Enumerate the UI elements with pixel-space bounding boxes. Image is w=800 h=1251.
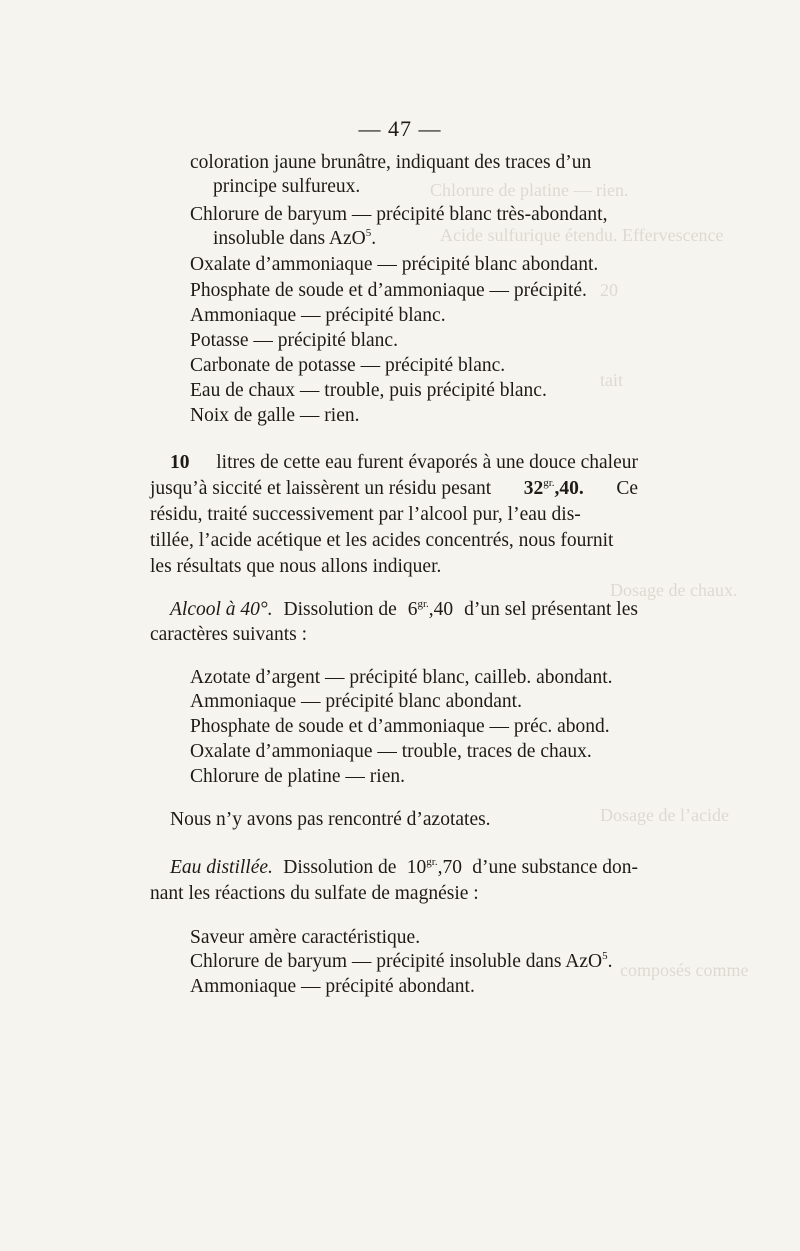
para-azotates: Nous n’y avons pas rencontré d’azotates.: [170, 809, 491, 830]
para-eau-line1: [170, 856, 638, 880]
para-evap-number: 10: [170, 452, 190, 473]
entry-chlorure-baryum-line1: Chlorure de baryum — précipité blanc très-abondant,: [190, 204, 608, 225]
entry-phosphate: Phosphate de soude et d’ammoniaque — précipité.: [190, 280, 587, 301]
entry-text: insoluble dans AzO: [213, 228, 366, 249]
entry-noix-de-galle: Noix de galle — rien.: [190, 405, 360, 426]
entry-chlorure-baryum-line2: [213, 227, 376, 251]
entry-eau-de-chaux: Eau de chaux — trouble, puis précipité blanc.: [190, 380, 547, 401]
section-label-eau: Eau distillée.: [170, 857, 273, 878]
weight-decimal: ,40: [428, 599, 454, 620]
entry-ammoniaque: Ammoniaque — précipité blanc.: [190, 305, 446, 326]
entry-coloration-line2: principe sulfureux.: [213, 176, 361, 197]
dissolution-weight: [408, 598, 453, 622]
entry-azotate-argent: Azotate d’argent — précipité blanc, cailleb. abondant.: [190, 667, 613, 688]
para-eau-line2: nant les réactions du sulfate de magnésie :: [150, 883, 479, 904]
para-evap-line2: [150, 477, 638, 501]
weight-value: 6: [407, 599, 418, 620]
document-page: Chlorure de platine — rien. Acide sulfurique étendu. Effervescence 20 tait Dosage de chaux. Dosage de l’acide composés comme — 47 — coloration jaune brunâtre, indiquant des traces d’un principe sulfureux. Chlorure de baryum — précipité blanc très-abondant, insoluble dans AzO$^5$. Oxalate d’ammoniaque — précipité blanc abondant. Phosphate de soude et d’ammoniaque — précipité. Ammoniaque — précipité blanc. Potasse — précipité blanc. Carbonate de potasse — précipité blanc. Eau de chaux — trouble, puis précipité blanc. Noix de galle — rien. 10 litres de cette eau furent évaporés à une douce chaleur jusqu’à siccité et laissèrent un résidu pesant $32^{gr.},40$. Ce résidu, traité successivement par l’alcool pur, l’eau dis- tillée, l’acide acétique et les acides concentrés, nous fournit les résultats que nous allons indiquer. Alcool à 40°. Dissolution de $6^{gr.},40$ d’un sel présentant les caractères suivants : Azotate d’argent — précipité blanc, cailleb. abondant. Ammoniaque — précipité blanc abondant. Phosphate de soude et d’ammoniaque — préc. abond. Oxalate d’ammoniaque — trouble, traces de chaux. Chlorure de platine — rien. Nous n’y avons pas rencontré d’azotates. Eau distillée. Dissolution de $10^{gr.},70$ d’une substance don- nant les réactions du sulfate de magnésie : Saveur amère caractéristique. Chlorure de baryum — précipité insoluble dans AzO$^5$. Ammoniaque — précipité abondant.: [0, 0, 800, 1251]
para-evap-line4: tillée, l’acide acétique et les acides concentrés, nous fournit: [150, 530, 614, 551]
entry-coloration-line1: [190, 151, 638, 175]
para-evap-line3: résidu, traité successivement par l’alcool pur, l’eau dis-: [150, 504, 581, 525]
entry-chlorure-baryum-2: [190, 950, 612, 974]
weight-decimal: ,40.: [554, 478, 584, 499]
para-alcool-text: Dissolution de: [283, 599, 397, 620]
entry-carbonate: Carbonate de potasse — précipité blanc.: [190, 355, 506, 376]
para-alcool-line1: [170, 598, 638, 622]
superscript: 5: [365, 226, 372, 239]
unit: gr.: [417, 597, 429, 610]
entry-text: .: [607, 951, 613, 972]
entry-oxalate-2: Oxalate d’ammoniaque — trouble, traces de chaux.: [190, 741, 592, 762]
weight-value: 10: [406, 857, 427, 878]
section-label-alcool: Alcool à 40°.: [170, 599, 273, 620]
unit: gr.: [543, 476, 555, 489]
weight-value: 32: [523, 478, 544, 499]
entry-potasse: Potasse — précipité blanc.: [190, 330, 398, 351]
entry-text: Chlorure de baryum — précipité insoluble dans AzO: [190, 951, 603, 972]
entry-oxalate: Oxalate d’ammoniaque — précipité blanc abondant.: [190, 254, 599, 275]
entry-chlorure-platine: Chlorure de platine — rien.: [190, 766, 405, 787]
para-evap-text: jusqu’à siccité et laissèrent un résidu pesant: [150, 478, 492, 499]
entry-saveur: Saveur amère caractéristique.: [190, 927, 421, 948]
para-evap-text: litres de cette eau furent évaporés à une douce chaleur: [216, 452, 638, 473]
para-eau-text: d’une substance don-: [472, 857, 638, 878]
residue-weight: [524, 477, 584, 501]
dissolution-weight: [407, 856, 462, 880]
entry-phosphate-2: Phosphate de soude et d’ammoniaque — préc. abond.: [190, 716, 610, 737]
para-evap-line5: les résultats que nous allons indiquer.: [150, 556, 442, 577]
entry-ammoniaque-3: Ammoniaque — précipité abondant.: [190, 976, 475, 997]
para-alcool-line2: caractères suivants :: [150, 624, 308, 645]
para-alcool-text: d’un sel présentant les: [464, 599, 638, 620]
superscript: 5: [602, 949, 608, 962]
entry-ammoniaque-2: Ammoniaque — précipité blanc abondant.: [190, 691, 522, 712]
para-evap-text: Ce: [616, 478, 638, 499]
para-eau-text: Dissolution de: [283, 857, 397, 878]
page-number: — 47 —: [358, 116, 442, 141]
entry-text: coloration jaune brunâtre, indiquant des traces d’un: [190, 152, 592, 173]
entry-text: .: [371, 228, 377, 249]
unit: gr.: [426, 855, 438, 868]
para-evap-line1: [170, 451, 638, 475]
weight-decimal: ,70: [437, 857, 462, 878]
